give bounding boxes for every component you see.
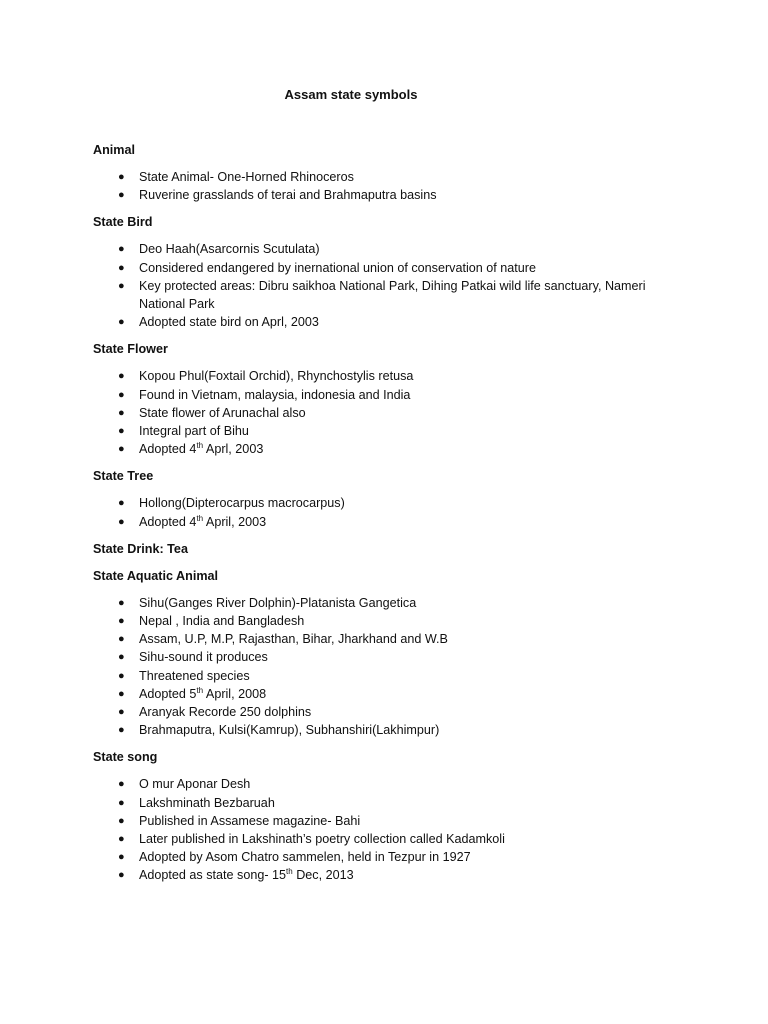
bullet-icon: ●	[118, 706, 125, 719]
list-item	[93, 422, 673, 440]
bullet-icon: ●	[118, 261, 125, 274]
list-item-text: Ruverine grasslands of terai and Brahmaputra basins	[139, 188, 437, 203]
list-item	[93, 648, 673, 666]
list-item	[93, 775, 673, 793]
list-item-text: Sihu-sound it produces	[139, 650, 268, 665]
list-item	[93, 703, 673, 721]
section-heading: State song	[93, 750, 158, 765]
bullet-list	[93, 594, 673, 740]
document-body	[93, 141, 673, 894]
bullet-icon: ●	[118, 814, 125, 827]
list-item-text: Aranyak Recorde 250 dolphins	[139, 705, 312, 720]
list-item	[93, 721, 673, 739]
section-heading: State Bird	[93, 215, 153, 230]
list-item-text: Later published in Lakshinath’s poetry collection called Kadamkoli	[139, 832, 505, 847]
list-item	[93, 630, 673, 648]
bullet-list	[93, 240, 673, 331]
list-item-text: Found in Vietnam, malaysia, indonesia and India	[139, 387, 411, 402]
list-item	[93, 386, 673, 404]
list-item	[93, 612, 673, 630]
list-item	[93, 277, 673, 313]
bullet-icon: ●	[118, 388, 125, 401]
list-item-text: State Animal- One-Horned Rhinoceros	[139, 170, 354, 184]
list-item-text: Adopted by Asom Chatro sammelen, held in Tezpur in 1927	[139, 850, 471, 865]
list-item-text: Assam, U.P, M.P, Rajasthan, Bihar, Jharkhand and W.B	[139, 632, 448, 647]
bullet-icon: ●	[118, 189, 125, 202]
ordinal-suffix: th	[286, 867, 293, 877]
ordinal-suffix: th	[196, 685, 204, 695]
list-item-text: Adopted 4	[139, 442, 197, 457]
bullet-icon: ●	[118, 687, 125, 700]
list-item	[93, 594, 673, 612]
list-item-text: Hollong(Dipterocarpus macrocarpus)	[139, 496, 345, 511]
list-item-text: Brahmaputra, Kulsi(Kamrup), Subhanshiri(Lakhimpur)	[139, 723, 440, 738]
list-item-text: Deo Haah(Asarcornis Scutulata)	[139, 242, 320, 257]
section-heading: State Drink: Tea	[93, 541, 188, 556]
section-heading: State Aquatic Animal	[93, 568, 219, 583]
list-item	[93, 440, 673, 458]
list-item-text: Nepal , India and Bangladesh	[139, 614, 305, 629]
section-heading: State Tree	[93, 469, 154, 484]
list-item	[93, 494, 673, 512]
bullet-list	[93, 367, 673, 458]
list-item	[93, 313, 673, 331]
bullet-icon: ●	[118, 615, 125, 628]
bullet-icon: ●	[118, 279, 125, 292]
list-item	[93, 866, 673, 884]
bullet-icon: ●	[118, 425, 125, 438]
bullet-icon: ●	[118, 724, 125, 737]
bullet-icon: ●	[118, 869, 125, 882]
list-item-text: Lakshminath Bezbaruah	[139, 795, 275, 810]
list-item-text: Sihu(Ganges River Dolphin)-Platanista Gangetica	[139, 595, 417, 610]
section-heading: State Flower	[93, 342, 168, 357]
section-spacer	[93, 558, 673, 567]
list-item-text: Integral part of Bihu	[139, 424, 249, 439]
list-item	[93, 794, 673, 812]
bullet-icon: ●	[118, 497, 125, 510]
list-item-text: Kopou Phul(Foxtail Orchid), Rhynchostylis retusa	[139, 369, 414, 384]
list-item-text: Adopted as state song- 15	[139, 868, 287, 883]
list-item-text-tail: Dec, 2013	[292, 868, 354, 883]
list-item	[93, 513, 673, 531]
list-item-text: Threatened species	[139, 668, 250, 683]
bullet-icon: ●	[118, 669, 125, 682]
list-item-text-tail: April, 2008	[203, 686, 267, 701]
bullet-icon: ●	[118, 406, 125, 419]
bullet-list	[93, 168, 673, 204]
list-item-text: Adopted 5	[139, 686, 197, 701]
bullet-icon: ●	[118, 370, 125, 383]
list-item	[93, 259, 673, 277]
list-item-text-tail: Aprl, 2003	[203, 442, 264, 457]
list-item-text: Adopted state bird on Aprl, 2003	[139, 315, 319, 330]
list-item	[93, 404, 673, 422]
list-item	[93, 186, 673, 204]
list-item	[93, 168, 673, 186]
list-item-text: Considered endangered by inernational union of conservation of nature	[139, 260, 536, 275]
list-item	[93, 812, 673, 830]
section-heading: Animal	[93, 143, 135, 157]
bullet-icon: ●	[118, 243, 125, 256]
list-item-text: Key protected areas: Dibru saikhoa National Park, Dihing Patkai wild life sanctuary, Nameri National Park	[139, 278, 646, 312]
list-item-text: Adopted 4	[139, 514, 197, 529]
bullet-icon: ●	[118, 171, 125, 183]
list-item-text: Published in Assamese magazine- Bahi	[139, 813, 361, 828]
bullet-icon: ●	[118, 851, 125, 864]
ordinal-suffix: th	[196, 441, 204, 451]
list-item	[93, 685, 673, 703]
bullet-icon: ●	[118, 633, 125, 646]
bullet-icon: ●	[118, 651, 125, 664]
list-item-text: State flower of Arunachal also	[139, 405, 306, 420]
list-item	[93, 848, 673, 866]
document-title: Assam state symbols	[284, 87, 418, 102]
list-item	[93, 240, 673, 258]
list-item-text: O mur Aponar Desh	[139, 777, 251, 792]
bullet-icon: ●	[118, 515, 125, 528]
list-item-text-tail: April, 2003	[203, 514, 267, 529]
bullet-list	[93, 494, 673, 530]
bullet-icon: ●	[118, 796, 125, 809]
bullet-icon: ●	[118, 443, 125, 456]
ordinal-suffix: th	[196, 513, 204, 523]
bullet-icon: ●	[118, 833, 125, 846]
bullet-icon: ●	[118, 596, 125, 609]
list-item	[93, 830, 673, 848]
list-item	[93, 367, 673, 385]
bullet-icon: ●	[118, 316, 125, 329]
bullet-icon: ●	[118, 778, 125, 791]
list-item	[93, 667, 673, 685]
bullet-list	[93, 775, 673, 884]
